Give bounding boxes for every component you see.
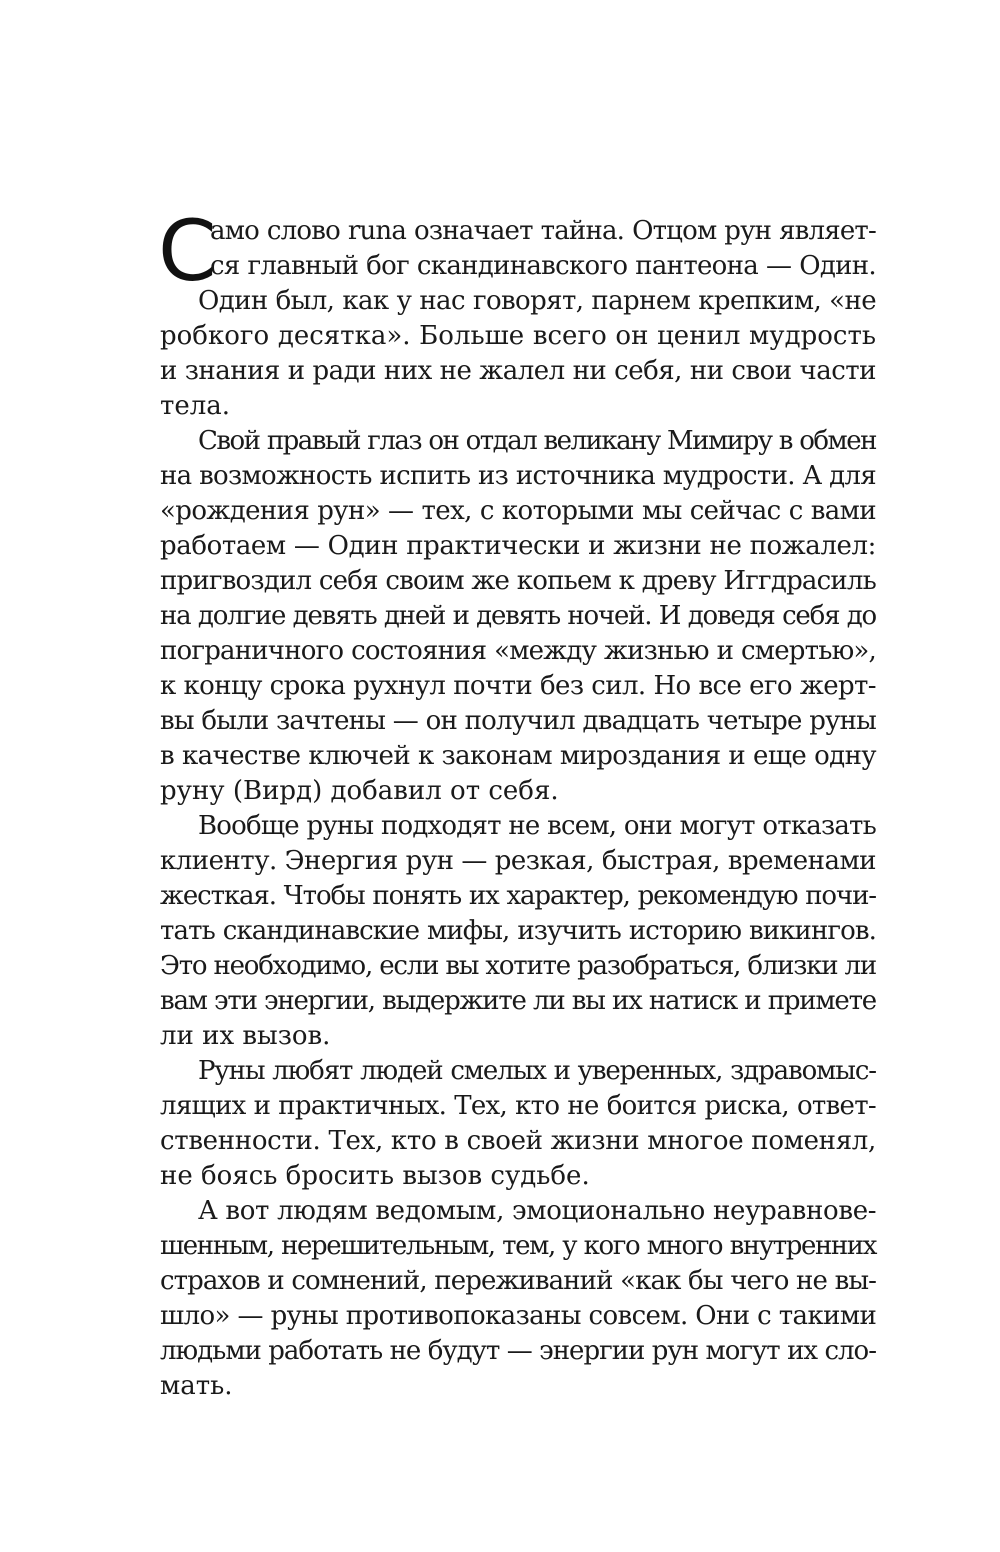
text-line: ся главный бог скандинавского пантеона — Один. (210, 251, 876, 281)
text-line: Свой правый глаз он отдал великану Мимиру в обмен (198, 426, 876, 456)
text-line: ли их вызов. (160, 1021, 331, 1051)
text-line: работаем — Один практически и жизни не пожалел: (160, 531, 876, 561)
text-line: вам эти энергии, выдержите ли вы их натиск и примете (160, 986, 876, 1016)
text-line: людьми работать не будут — энергии рун могут их сло- (160, 1336, 876, 1366)
text-line: на долгие девять дней и девять ночей. И доведя себя до (160, 601, 876, 631)
text-line: пригвоздил себя своим же копьем к древу Иггдрасиль (160, 566, 876, 596)
text-line: тела. (160, 391, 231, 421)
body-text (158, 202, 877, 1404)
text-line: амо слово runa означает тайна. Отцом рун являет- (210, 216, 876, 246)
text-line: мать. (160, 1371, 233, 1401)
drop-cap: С (158, 202, 217, 300)
text-line: Руны любят людей смелых и уверенных, здравомыс- (198, 1056, 876, 1086)
text-line: на возможность испить из источника мудрости. А для (160, 461, 876, 491)
text-line: страхов и сомнений, переживаний «как бы чего не вы- (160, 1266, 876, 1296)
text-line: к концу срока рухнул почти без сил. Но все его жерт- (160, 671, 876, 701)
text-line: жесткая. Чтобы понять их характер, рекомендую почи- (160, 881, 876, 911)
text-line: и знания и ради них не жалел ни себя, ни свои части (160, 356, 876, 386)
text-line: Один был, как у нас говорят, парнем крепким, «не (198, 286, 876, 316)
text-line: вы были зачтены — он получил двадцать четыре руны (160, 706, 876, 736)
text-line: шло» — руны противопоказаны совсем. Они с такими (160, 1301, 877, 1331)
text-line: А вот людям ведомым, эмоционально неуравнове- (198, 1196, 877, 1226)
text-line: не боясь бросить вызов судьбе. (160, 1161, 590, 1191)
text-line: Вообще руны подходят не всем, они могут отказать (198, 811, 876, 841)
text-line: в качестве ключей к законам мироздания и еще одну (160, 741, 876, 771)
text-line: шенным, нерешительным, тем, у кого много внутренних (160, 1231, 876, 1261)
text-line: клиенту. Энергия рун — резкая, быстрая, временами (160, 846, 876, 876)
text-line: лящих и практичных. Тех, кто не боится риска, ответ- (160, 1091, 876, 1121)
text-line: Это необходимо, если вы хотите разобраться, близки ли (160, 951, 876, 981)
text-line: руну (Вирд) добавил от себя. (160, 776, 559, 806)
text-line: пограничного состояния «между жизнью и смертью», (160, 636, 876, 666)
text-line: тать скандинавские мифы, изучить историю викингов. (160, 916, 876, 946)
text-line: робкого десятка». Больше всего он ценил мудрость (160, 321, 876, 351)
text-line: «рождения рун» — тех, с которыми мы сейчас с вами (160, 496, 876, 526)
text-line: ственности. Тех, кто в своей жизни многое поменял, (160, 1126, 876, 1156)
